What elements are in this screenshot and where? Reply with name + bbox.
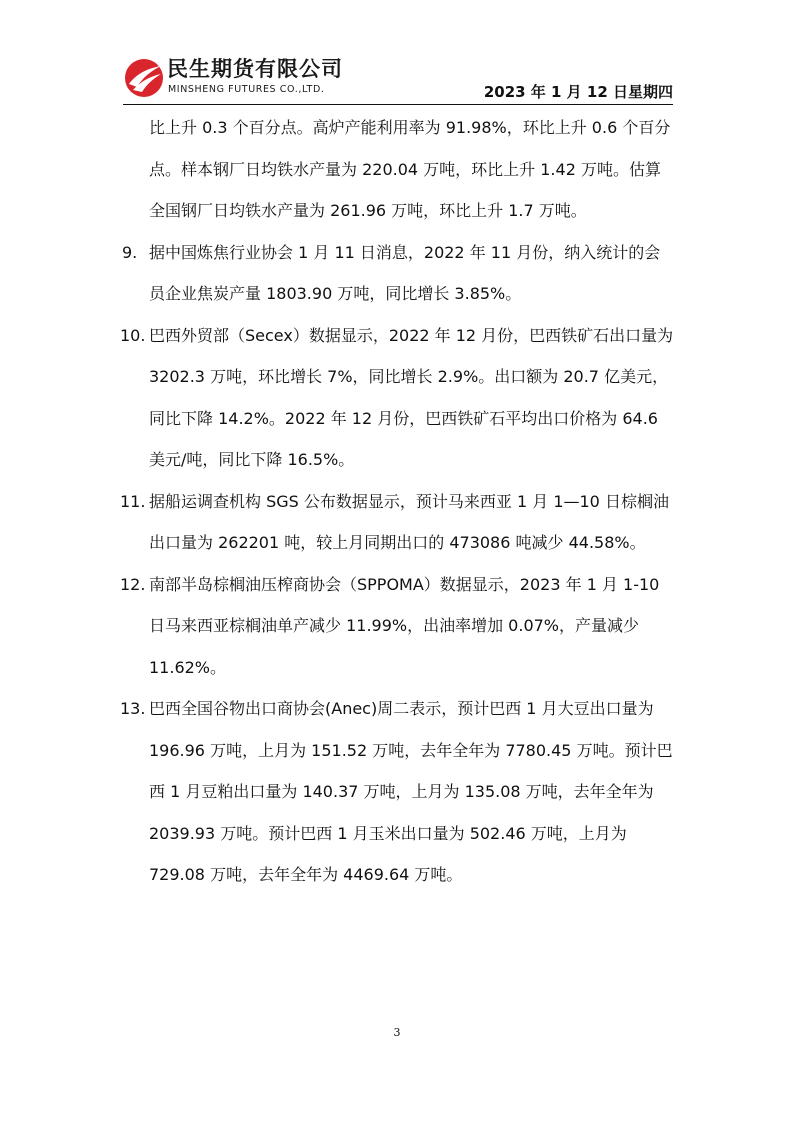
item-number: 11. <box>120 491 146 511</box>
continued-paragraph: 比上升 0.3 个百分点。高炉产能利用率为 91.98%，环比上升 0.6 个百分点。样本钢厂日均铁水产量为 220.04 万吨，环比上升 1.42 万吨。估算全国钢厂日均铁水产量为 261.96 万吨，环比上升 1.7 万吨。 <box>149 118 671 220</box>
logo-chinese-name: 民生期货有限公司 <box>167 57 343 81</box>
news-item-13 <box>120 688 674 896</box>
page-number: 3 <box>393 1026 401 1039</box>
item-text: 巴西全国谷物出口商协会(Anec)周二表示，预计巴西 1 月大豆出口量为 196.96 万吨，上月为 151.52 万吨，去年全年为 7780.45 万吨。预计巴西 1 月豆粕出口量为 140.37 万吨，上月为 135.08 万吨，去年全年为 2039.93 万吨。预计巴西 1 月玉米出口量为 502.46 万吨，上月为 729.08 万吨，去年全年为 4469.64 万吨。 <box>149 699 673 884</box>
item-text: 南部半岛棕榈油压榨商协会（SPPOMA）数据显示，2023 年 1 月 1-10 日马来西亚棕榈油单产减少 11.99%，出油率增加 0.07%，产量减少 11.62%。 <box>149 574 660 677</box>
news-item-12 <box>120 564 674 689</box>
document-body <box>120 107 674 896</box>
news-item-9 <box>120 232 674 315</box>
item-text: 据中国炼焦行业协会 1 月 11 日消息，2022 年 11 月份，纳入统计的会员企业焦炭产量 1803.90 万吨，同比增长 3.85%。 <box>149 242 661 303</box>
page-header <box>123 52 673 104</box>
news-item-10 <box>120 315 674 481</box>
news-item-11 <box>120 481 674 564</box>
header-date: 2023 年 1 月 12 日星期四 <box>483 83 673 101</box>
item-text: 据船运调查机构 SGS 公布数据显示，预计马来西亚 1 月 1—10 日棕榈油出口量为 262201 吨，较上月同期出口的 473086 吨减少 44.58%。 <box>149 491 669 552</box>
item-number: 10. <box>120 325 146 345</box>
item-number: 12. <box>120 574 146 594</box>
logo-english-name: MINSHENG FUTURES CO.,LTD. <box>168 84 325 95</box>
item-number: 9. <box>122 242 138 262</box>
item-number: 13. <box>120 699 146 718</box>
header-divider <box>123 104 673 105</box>
item-text: 巴西外贸部（Secex）数据显示，2022 年 12 月份，巴西铁矿石出口量为 3202.3 万吨，环比增长 7%，同比增长 2.9%。出口额为 20.7 亿美元，同比下降 14.2%。2022 年 12 月份，巴西铁矿石平均出口价格为 64.6 美元/吨，同比下降 16.5%。 <box>149 325 674 469</box>
minsheng-logo-icon <box>123 57 165 99</box>
company-logo <box>123 54 368 102</box>
